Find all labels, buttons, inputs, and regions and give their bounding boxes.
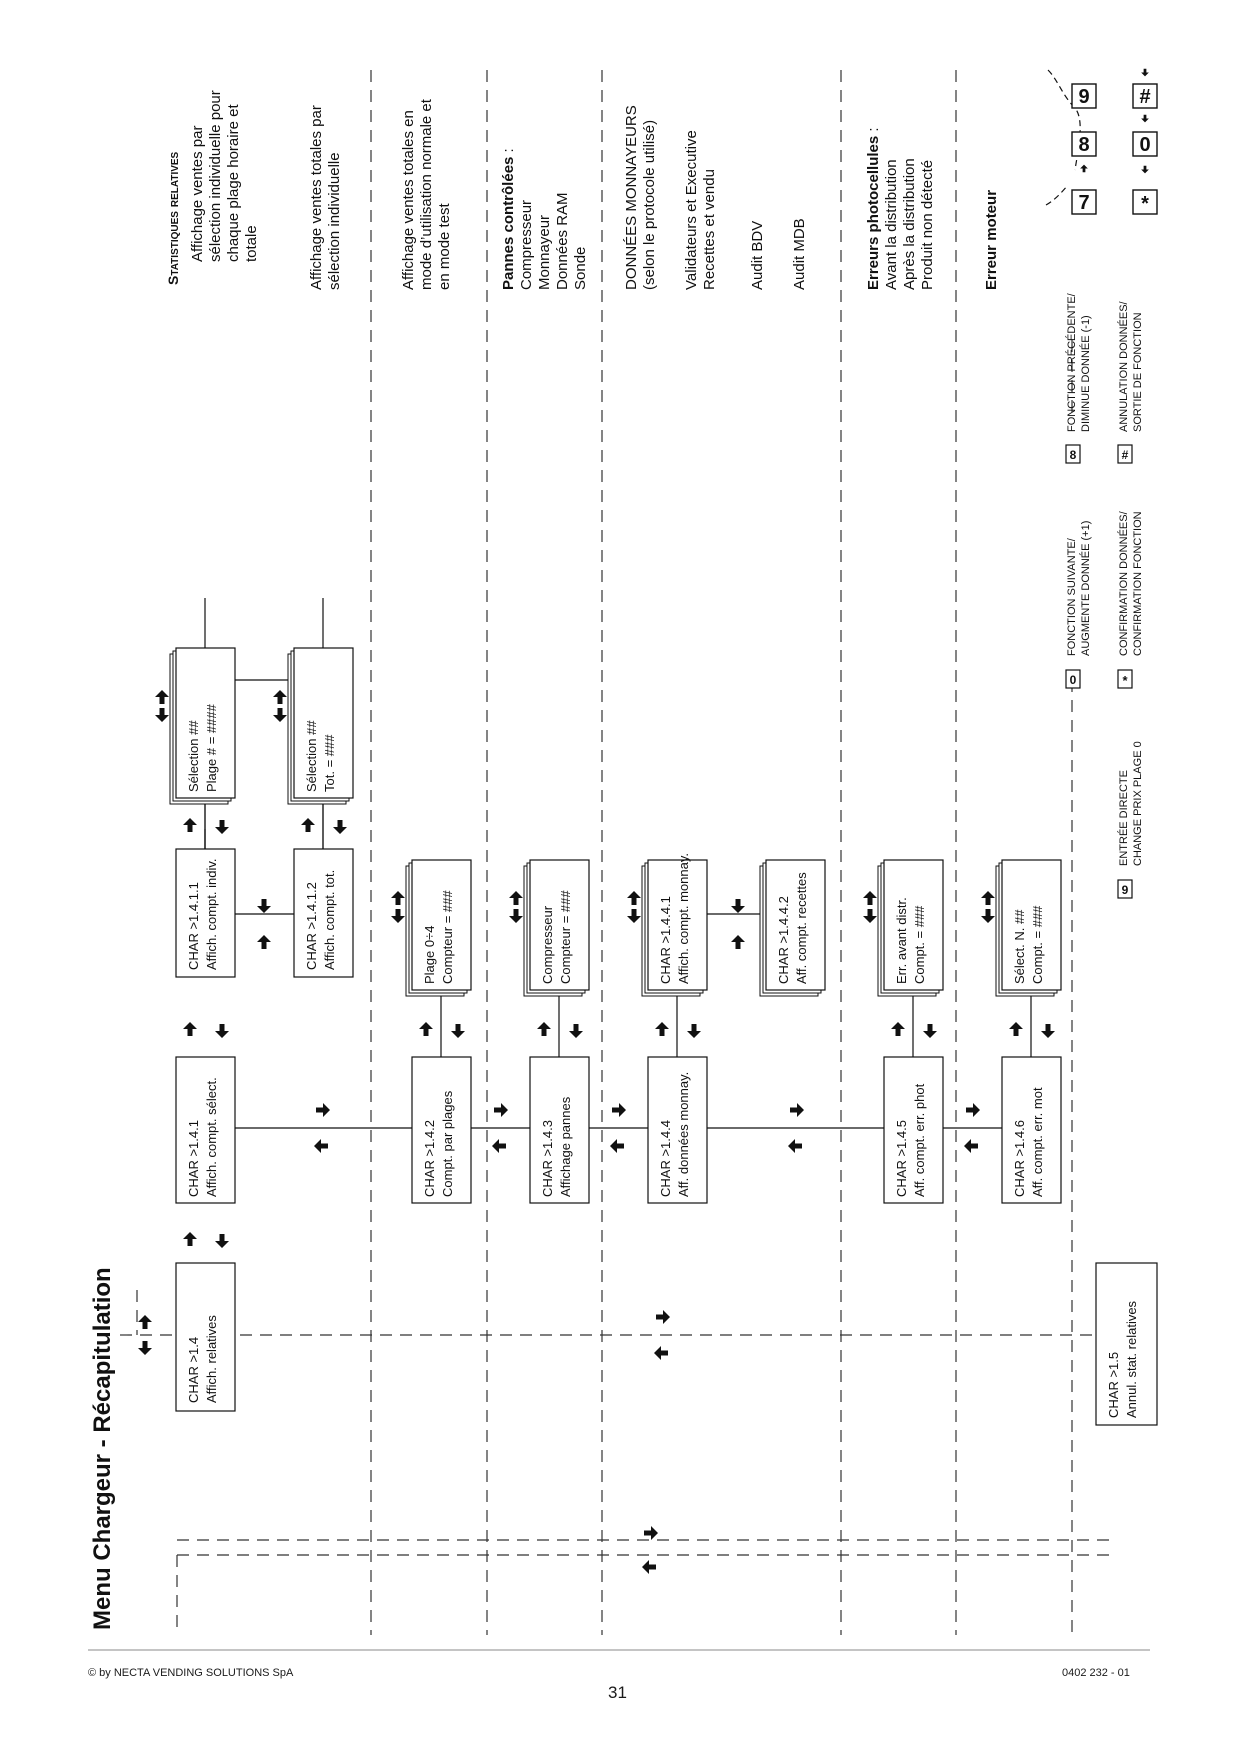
note-line: Audit MDB (791, 218, 808, 290)
arrow-right-icon (612, 1103, 626, 1117)
arrow-down-icon (215, 1024, 229, 1038)
box-char-1-4-2 (412, 1057, 471, 1203)
arrow-down-icon (155, 708, 169, 722)
legend-line: ENTRÉE DIRECTE (1118, 770, 1130, 866)
arrow-up-icon (627, 891, 641, 905)
arrow-down-icon (509, 909, 523, 923)
arrow-down-icon (333, 820, 347, 834)
key-legend (1046, 69, 1157, 898)
note-line: Compresseur (518, 199, 535, 290)
box-char-1-5 (1096, 1263, 1157, 1425)
arrow-up-icon (1009, 1022, 1023, 1036)
legend-item-0 (1066, 521, 1092, 688)
arrow-down-icon (863, 909, 877, 923)
legend-line: CONFIRMATION DONNÉES/ (1118, 511, 1130, 656)
box-line: Compteur = ### (440, 890, 455, 984)
arrow-up-icon (863, 891, 877, 905)
box-line: Affich. compt. indiv. (204, 858, 219, 970)
box-line: Aff. compt. err. mot (1030, 1087, 1045, 1197)
box-char-1-4-1-1 (176, 849, 235, 977)
key-hash-icon: # (1121, 448, 1129, 462)
box-line: CHAR >1.4.3 (540, 1120, 555, 1197)
arrow-up-icon (273, 690, 287, 704)
box-selection-tot (288, 648, 353, 804)
arrow-down-icon (1141, 69, 1149, 77)
key-8-icon: 8 (1069, 448, 1077, 462)
arrow-up-icon (138, 1315, 152, 1329)
arrow-left-icon (314, 1139, 328, 1153)
box-line: Compresseur (540, 905, 555, 984)
arrow-left-icon (610, 1139, 624, 1153)
arrow-down-icon (981, 909, 995, 923)
box-line: Tot. = ### (322, 734, 337, 792)
legend-line: FONCTION SUIVANTE/ (1066, 538, 1078, 656)
arrow-down-icon (687, 1024, 701, 1038)
legend-item-8 (1065, 292, 1092, 463)
box-line: Sélect. N. ## (1012, 909, 1027, 984)
arrow-down-icon (731, 899, 745, 913)
key-star-icon: * (1122, 673, 1128, 688)
keypad-key: 0 (1139, 134, 1151, 156)
box-line: Err. avant distr. (894, 897, 909, 984)
note-line: Validateurs et Executive (683, 130, 700, 290)
note-line: totale (243, 225, 260, 262)
note-line: Produit non détecté (919, 159, 936, 290)
box-line: Aff. données monnay. (676, 1071, 691, 1197)
pannes-colon: : (500, 148, 517, 157)
key-0-icon: 0 (1069, 673, 1077, 687)
box-line: CHAR >1.4.5 (894, 1120, 909, 1197)
menu-boxes (170, 648, 1157, 1425)
box-line: Plage # = #### (204, 704, 219, 792)
arrow-up-icon (655, 1022, 669, 1036)
box-line: Aff. compt. err. phot (912, 1083, 927, 1197)
note-line: Sonde (572, 246, 589, 290)
box-char-1-4-5 (884, 1057, 943, 1203)
arrow-down-icon (1141, 166, 1149, 174)
arrow-right-icon (656, 1310, 670, 1324)
box-char-1-4-4-1 (642, 853, 707, 996)
box-err-avant (878, 860, 943, 996)
arrow-down-icon (138, 1341, 152, 1355)
arrow-down-icon (569, 1024, 583, 1038)
note-line: Affichage ventes totales par (308, 105, 325, 290)
box-line: Aff. compt. recettes (794, 872, 809, 984)
box-compresseur (524, 860, 589, 996)
box-line: Affich. relatives (204, 1315, 219, 1403)
box-line: Affich. compt. monnay. (676, 852, 691, 984)
keypad-key: 7 (1078, 192, 1090, 214)
page-number: 31 (608, 1683, 627, 1702)
legend-item-hash (1117, 300, 1144, 463)
box-line: CHAR >1.4 (186, 1336, 201, 1403)
arrow-down-icon (451, 1024, 465, 1038)
arrow-down-icon (257, 899, 271, 913)
box-line: Compteur = ### (558, 890, 573, 984)
arrow-left-icon (788, 1139, 802, 1153)
page-title: Menu Chargeur - Récapitulation (89, 1267, 116, 1630)
doc-code: 0402 232 - 01 (1062, 1667, 1130, 1679)
box-char-1-4-6 (1002, 1057, 1061, 1203)
box-line: CHAR >1.4.4.2 (776, 896, 791, 984)
note-line: mode d’utilisation normale et (418, 99, 435, 290)
legend-line: AUGMENTE DONNÉE (+1) (1080, 520, 1092, 656)
note-line: sélection individuelle pour (207, 90, 224, 262)
arrow-up-icon (155, 690, 169, 704)
note-line: en mode test (436, 203, 453, 290)
arrow-up-icon (419, 1022, 433, 1036)
note-line: Affichage ventes totales en (400, 110, 417, 290)
box-line: Compt. = ### (912, 905, 927, 984)
key-9-icon: 9 (1121, 883, 1129, 897)
arrow-up-icon (301, 818, 315, 832)
photo-heading: Erreurs photocellules (865, 135, 882, 290)
arrow-down-icon (1041, 1024, 1055, 1038)
photo-colon: : (865, 127, 882, 136)
box-line: Affich. compt. tot. (322, 869, 337, 970)
box-char-1-4-4 (648, 1057, 707, 1203)
note-line: chaque plage horaire et (225, 104, 242, 262)
note-line: Après la distribution (901, 158, 918, 290)
box-line: Compt. par plages (440, 1090, 455, 1197)
arrow-left-icon (492, 1139, 506, 1153)
box-line: CHAR >1.4.1 (186, 1120, 201, 1197)
box-char-1-4-4-2 (760, 860, 825, 996)
box-line: CHAR >1.4.4 (658, 1120, 673, 1197)
keypad-key: 8 (1078, 134, 1090, 156)
keypad-key: 9 (1078, 86, 1090, 108)
arrow-down-icon (391, 909, 405, 923)
note-line: Données RAM (554, 192, 571, 290)
arrow-down-icon (627, 909, 641, 923)
arrow-up-icon (537, 1022, 551, 1036)
note-line: Avant la distribution (883, 159, 900, 290)
note-heading: Erreur moteur (983, 189, 1000, 290)
note-line: Affichage ventes par (189, 125, 206, 262)
arrow-up-icon (731, 935, 745, 949)
legend-line: SORTIE DE FONCTION (1132, 312, 1144, 432)
arrow-up-icon (391, 891, 405, 905)
legend-line: DIMINUE DONNÉE (-1) (1080, 315, 1092, 432)
box-line: Sélection ## (304, 720, 319, 792)
arrow-right-icon (644, 1526, 658, 1540)
arrow-down-icon (273, 708, 287, 722)
note-line: Recettes et vendu (701, 169, 718, 290)
arrow-left-icon (642, 1560, 656, 1574)
box-selection-plage (170, 648, 235, 804)
keypad-key: # (1139, 86, 1151, 108)
arrow-down-icon (215, 1234, 229, 1248)
box-plage-compteur (406, 860, 471, 996)
legend-line: CHANGE PRIX PLAGE 0 (1132, 741, 1144, 866)
arrow-left-icon (654, 1346, 668, 1360)
note-heading (865, 127, 882, 290)
legend-item-9 (1117, 741, 1144, 898)
legend-line: CONFIRMATION FONCTION (1132, 511, 1144, 656)
box-char-1-4-1-2 (294, 849, 353, 977)
arrow-right-icon (494, 1103, 508, 1117)
note-line: Audit BDV (749, 220, 766, 290)
arrow-right-icon (790, 1103, 804, 1117)
arrow-up-icon (257, 935, 271, 949)
arrow-down-icon (923, 1024, 937, 1038)
box-line: CHAR >1.4.2 (422, 1120, 437, 1197)
note-line: Monnayeur (536, 214, 553, 290)
arrow-down-icon (1141, 115, 1149, 123)
arrow-up-icon (1080, 165, 1088, 173)
arrow-up-icon (509, 891, 523, 905)
arrow-up-icon (981, 891, 995, 905)
arrow-up-icon (183, 1022, 197, 1036)
box-char-1-4-1 (176, 1057, 235, 1203)
box-line: CHAR >1.4.6 (1012, 1120, 1027, 1197)
arrow-right-icon (316, 1103, 330, 1117)
note-line: (selon le protocole utilisé) (641, 119, 658, 290)
box-line: CHAR >1.5 (1106, 1351, 1121, 1418)
keypad-key: * (1141, 193, 1149, 215)
note-heading (500, 148, 517, 290)
box-line: Affich. compt. sélect. (204, 1077, 219, 1197)
box-char-1-4-3 (530, 1057, 589, 1203)
box-line: Compt. = ### (1030, 905, 1045, 984)
note-heading: Statistiques relatives (165, 151, 181, 285)
arrow-up-icon (183, 818, 197, 832)
legend-line: ANNULATION DONNÉES/ (1118, 301, 1130, 432)
pannes-heading: Pannes contrôlées (500, 156, 517, 290)
keypad-icon (1046, 69, 1157, 215)
box-line: CHAR >1.4.1.1 (186, 882, 201, 970)
note-line: DONNÉES MONNAYEURS (623, 105, 640, 290)
box-line: CHAR >1.4.4.1 (658, 896, 673, 984)
box-char-1-4 (176, 1263, 235, 1411)
footer-copyright: © by NECTA VENDING SOLUTIONS SpA (88, 1667, 294, 1679)
arrow-up-icon (891, 1022, 905, 1036)
box-line: CHAR >1.4.1.2 (304, 882, 319, 970)
box-line: Sélection ## (186, 720, 201, 792)
arrow-right-icon (966, 1103, 980, 1117)
box-line: Affichage pannes (558, 1096, 573, 1197)
arrow-left-icon (964, 1139, 978, 1153)
box-line: Plage 0÷4 (422, 925, 437, 984)
notes (165, 90, 1000, 290)
box-select-n (996, 860, 1061, 996)
legend-line: FONCTION PRÉCÉDENTE/ (1066, 293, 1078, 432)
note-line: sélection individuelle (326, 152, 343, 290)
legend-item-star (1117, 510, 1144, 688)
arrow-up-icon (183, 1232, 197, 1246)
box-line: Annul. stat. relatives (1124, 1300, 1139, 1418)
dashed-connectors (120, 1290, 1112, 1555)
arrow-down-icon (215, 820, 229, 834)
